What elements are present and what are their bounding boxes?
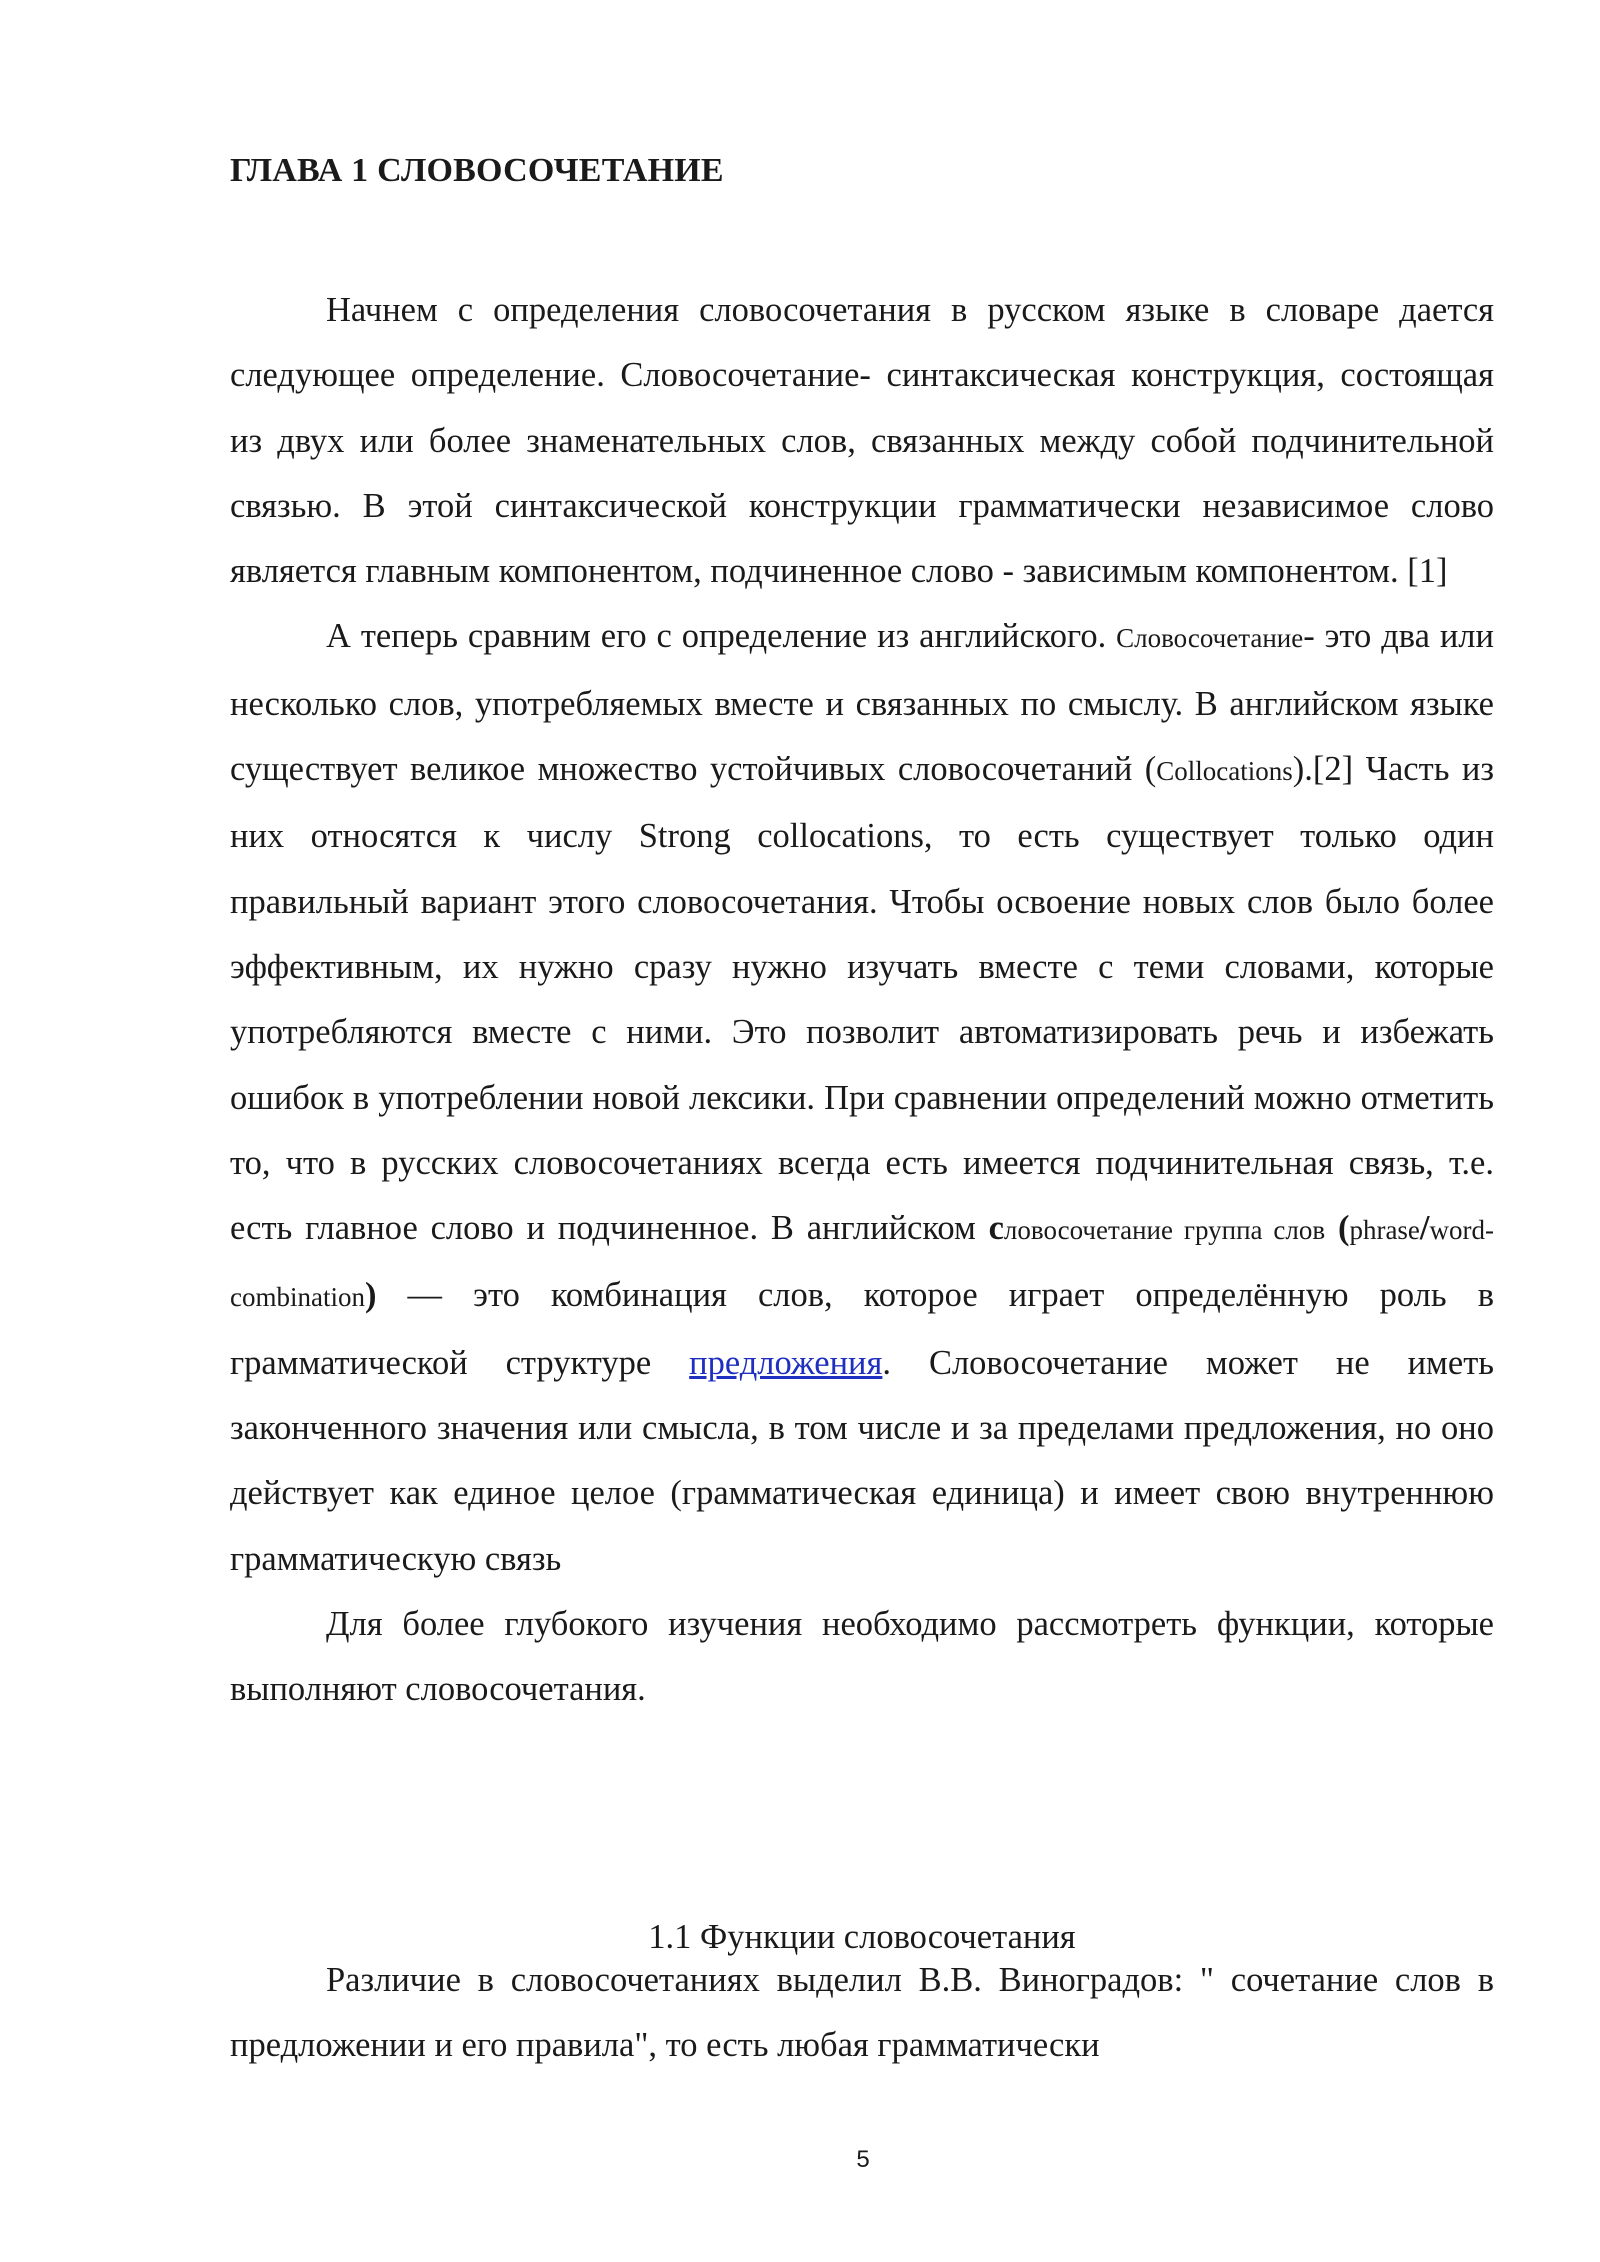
section-text-block (230, 1948, 1494, 2079)
section-title: 1.1 Функции словосочетания (648, 1918, 1076, 1956)
main-text-block (230, 278, 1494, 1723)
text-run: — это комбинация слов, которое играет определённую роль в грамматической структуре (230, 1276, 1494, 1382)
sentence-link[interactable]: предложения (689, 1343, 883, 1382)
text-run (1325, 1209, 1338, 1247)
text-run: ).[2] Часть из них относятся к числу Strong collocations, то есть существует только один правильный вариант этого словосочетания. Чтобы освоение новых слов было более эффективным, их нужно сразу нужно изучать вместе с теми словами, которые употребляются вместе с ними. Это позволит автоматизировать речь и избежать ошибок в употреблении новой лексики. При сравнении определений можно отметить то, что в русских словосочетаниях всегда есть имеется подчинительная связь, т.е. есть главное слово и подчиненное. В английском (230, 750, 1494, 1248)
text-run-small: ловосочетание группа слов (1003, 1215, 1326, 1246)
text-run-bold: с (988, 1209, 1004, 1248)
paragraph-functions-intro: Для более глубокого изучения необходимо рассмотреть функции, которые выполняют словосочетания. (230, 1604, 1494, 1709)
text-run: - это два или несколько слов, употребляемых вместе и связанных по смыслу. В английском языке существует великое множество устойчивых словосочетаний ( (230, 617, 1494, 789)
text-run-small: Collocations (1156, 756, 1293, 787)
paragraph-vinogradov: Различие в словосочетаниях выделил В.В. Виноградов: " сочетание слов в предложении и его правила", то есть любая грамматически (230, 1961, 1494, 2065)
page-number: 5 (856, 2146, 870, 2173)
paragraph-definition-english (230, 604, 1494, 1591)
text-run-small: Словосочетание (1116, 623, 1304, 654)
text-run: . Словосочетание может не иметь законченного значения или смысла, в том числе и за пределами предложения, но оно действует как единое целое (грамматическая единица) и имеет свою внутреннюю грамматическую связь (230, 1343, 1494, 1578)
text-run-bold: ) (364, 1276, 377, 1315)
text-run: А теперь сравним его с определение из английского. (326, 617, 1117, 656)
text-run-small: phrase (1349, 1215, 1420, 1246)
chapter-title: ГЛАВА 1 СЛОВОСОЧЕТАНИЕ (230, 152, 724, 189)
paragraph-definition-russian: Начнем с определения словосочетания в русском языке в словаре дается следующее определение. Словосочетание- синтаксическая конструкция, состоящая из двух или более знаменательных слов, связанных между собой подчинительной связью. В этой синтаксической конструкции грамматически независимое слово является главным компонентом, подчиненное слово - зависимым компонентом. [1] (230, 291, 1494, 591)
text-run-bold: ( (1337, 1209, 1350, 1248)
text-run-bold: / (1419, 1209, 1430, 1248)
text-run-small: word-combination (230, 1215, 1494, 1313)
